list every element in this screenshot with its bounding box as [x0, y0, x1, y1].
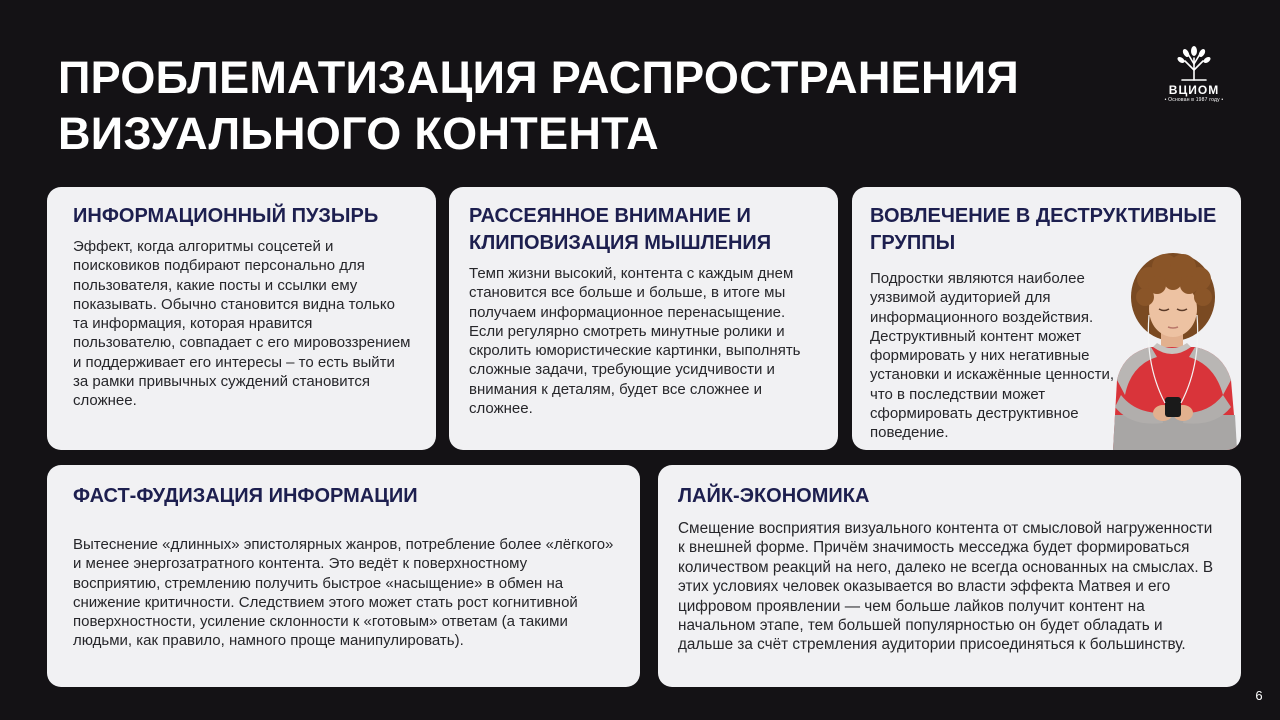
card-text: Вытеснение «длинных» эпистолярных жанров, потребление более «лёгкого» и менее энергозатратного контента. Это ведёт к поверхностному восприятию, стремлению получить быстрое «насыщение» в обмен на снижение критичности. Следствием этого может стать рост когнитивной поверхностности, усиление склонности к «готовым» ответам (а такими людьми, как правило, намного проще манипулировать). [73, 536, 614, 650]
card-title: ИНФОРМАЦИОННЫЙ ПУЗЫРЬ [73, 205, 379, 227]
page-number: 6 [1255, 688, 1263, 703]
card-title: РАССЕЯННОЕ ВНИМАНИЕ И КЛИПОВИЗАЦИЯ МЫШЛЕНИЯ [469, 205, 772, 254]
card-information-bubble [47, 187, 436, 450]
slide-title: ПРОБЛЕМАТИЗАЦИЯ РАСПРОСТРАНЕНИЯ ВИЗУАЛЬНОГО КОНТЕНТА [58, 52, 1020, 159]
logo-subtitle: • Основан в 1987 году • [1164, 97, 1224, 103]
card-scattered-attention [449, 187, 838, 450]
card-like-economy [658, 465, 1241, 687]
card-text: Эффект, когда алгоритмы соцсетей и поисковиков подбирают персонально для пользователя, какие посты и ссылки ему показывать. Обычно становится видна только та информация, которая нравится пользователю, совпадает с его мировоззрением и поддерживает его интересы – то есть выйти за рамки привычных суждений становится сложнее. [73, 238, 411, 410]
card-title: ВОВЛЕЧЕНИЕ В ДЕСТРУКТИВНЫЕ ГРУППЫ [870, 205, 1217, 254]
tree-icon [1174, 44, 1214, 82]
card-title: ЛАЙК-ЭКОНОМИКА [678, 485, 870, 507]
card-title: ФАСТ-ФУДИЗАЦИЯ ИНФОРМАЦИИ [73, 485, 418, 507]
card-text: Подростки являются наиболее уязвимой аудиторией для информационного воздействия. Деструктивный контент может формировать у них негативные установки и искажённые ценности, что в последствии может сформировать деструктивное поведение. [870, 270, 1115, 442]
card-text: Темп жизни высокий, контента с каждым днем становится все больше и больше, в итоге мы получаем информационное перенасыщение. Если регулярно смотреть минутные ролики и скролить юмористические картинки, выполнять сложные задачи, требующие усидчивости и внимания к деталям, будет все сложнее и сложнее. [469, 265, 801, 418]
card-fast-food-information [47, 465, 640, 687]
card-destructive-groups [852, 187, 1241, 450]
card-text: Смещение восприятия визуального контента от смысловой нагруженности к внешней форме. Причём значимость месседжа будет формироваться количеством реакций на него, далеко не всегда основанных на смыслах. В этих условиях человек оказывается во власти эффекта Матвея и его цифровом проявлении — чем больше лайков получит контент на начальном этапе, тем большей популярностью он будет обладать и дальше за счёт стремления аудитории присоединяться к большинству. [678, 520, 1214, 654]
vciom-logo [1148, 44, 1240, 110]
logo-name: ВЦИОМ [1168, 83, 1220, 97]
